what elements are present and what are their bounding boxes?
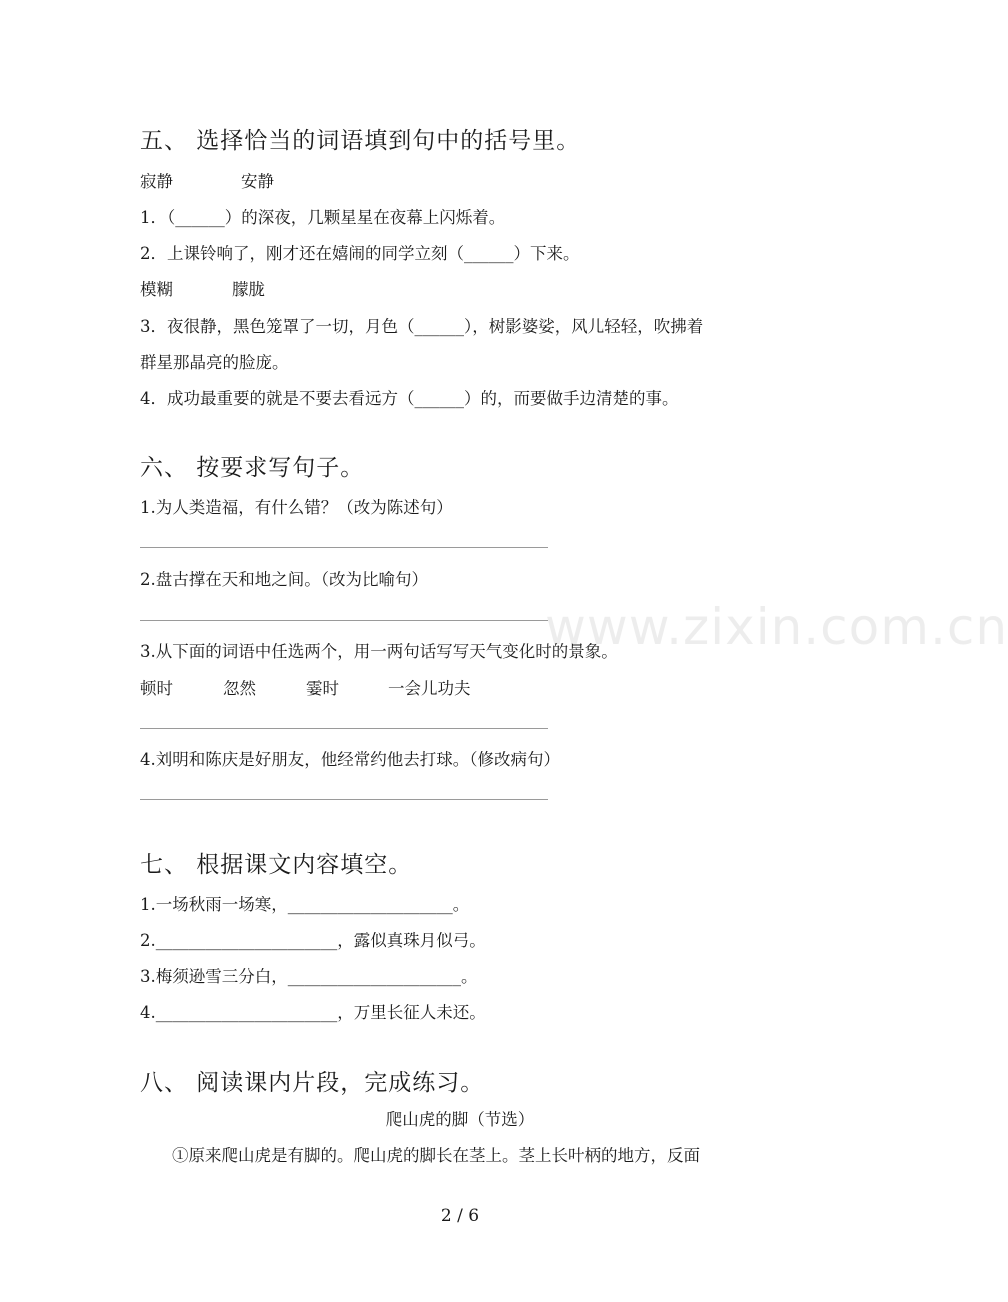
section-8-heading: 八、 阅读课内片段，完成练习。 (140, 1070, 485, 1096)
word-option: 忽然 (223, 679, 256, 698)
question-text: 3.从下面的词语中任选两个，用一两句话写写天气变化时的景象。 (140, 642, 618, 661)
word-option: 顿时 (140, 679, 173, 698)
section-6-heading: 六、 按要求写句子。 (140, 455, 365, 481)
question-text: 3．夜很静，黑色笼罩了一切，月色（______），树影婆娑，风儿轻轻，吹拂着 (140, 317, 704, 336)
answer-line (140, 728, 548, 729)
word-option: 朦胧 (232, 280, 265, 299)
question-text: 2.盘古撑在天和地之间。（改为比喻句） (140, 570, 428, 589)
answer-line (140, 547, 548, 548)
word-option: 安静 (241, 172, 274, 191)
question-text: 2.______________________，露似真珠月似弓。 (140, 931, 486, 950)
question-text: 4.______________________，万里长征人未还。 (140, 1003, 486, 1022)
word-option: 寂静 (140, 172, 173, 191)
question-text: 4.刘明和陈庆是好朋友，他经常约他去打球。（修改病句） (140, 750, 560, 769)
question-text: 4．成功最重要的就是不要去看远方（______）的，而要做手边清楚的事。 (140, 389, 679, 408)
section-5-heading: 五、 选择恰当的词语填到句中的括号里。 (140, 128, 581, 154)
answer-line (140, 799, 548, 800)
word-option: 一会儿功夫 (388, 679, 471, 698)
watermark: www.zixin.com.cn (545, 598, 1008, 656)
question-text: 1.为人类造福，有什么错？（改为陈述句） (140, 498, 453, 517)
section-7-heading: 七、 根据课文内容填空。 (140, 852, 413, 878)
answer-line (140, 620, 548, 621)
question-text: 群星那晶亮的脸庞。 (140, 353, 289, 372)
question-text: 2．上课铃响了，刚才还在嬉闹的同学立刻（______）下来。 (140, 244, 580, 263)
passage-title: 爬山虎的脚（节选） (385, 1110, 535, 1129)
page-number: 2 / 6 (440, 1206, 480, 1226)
question-text: 3.梅须逊雪三分白，_____________________。 (140, 967, 478, 986)
question-text: 1．（______）的深夜，几颗星星在夜幕上闪烁着。 (140, 208, 506, 227)
question-text: 1.一场秋雨一场寒，____________________。 (140, 895, 470, 914)
word-option: 霎时 (306, 679, 339, 698)
word-option: 模糊 (140, 280, 173, 299)
passage-text: ①原来爬山虎是有脚的。爬山虎的脚长在茎上。茎上长叶柄的地方，反面 (172, 1146, 700, 1165)
